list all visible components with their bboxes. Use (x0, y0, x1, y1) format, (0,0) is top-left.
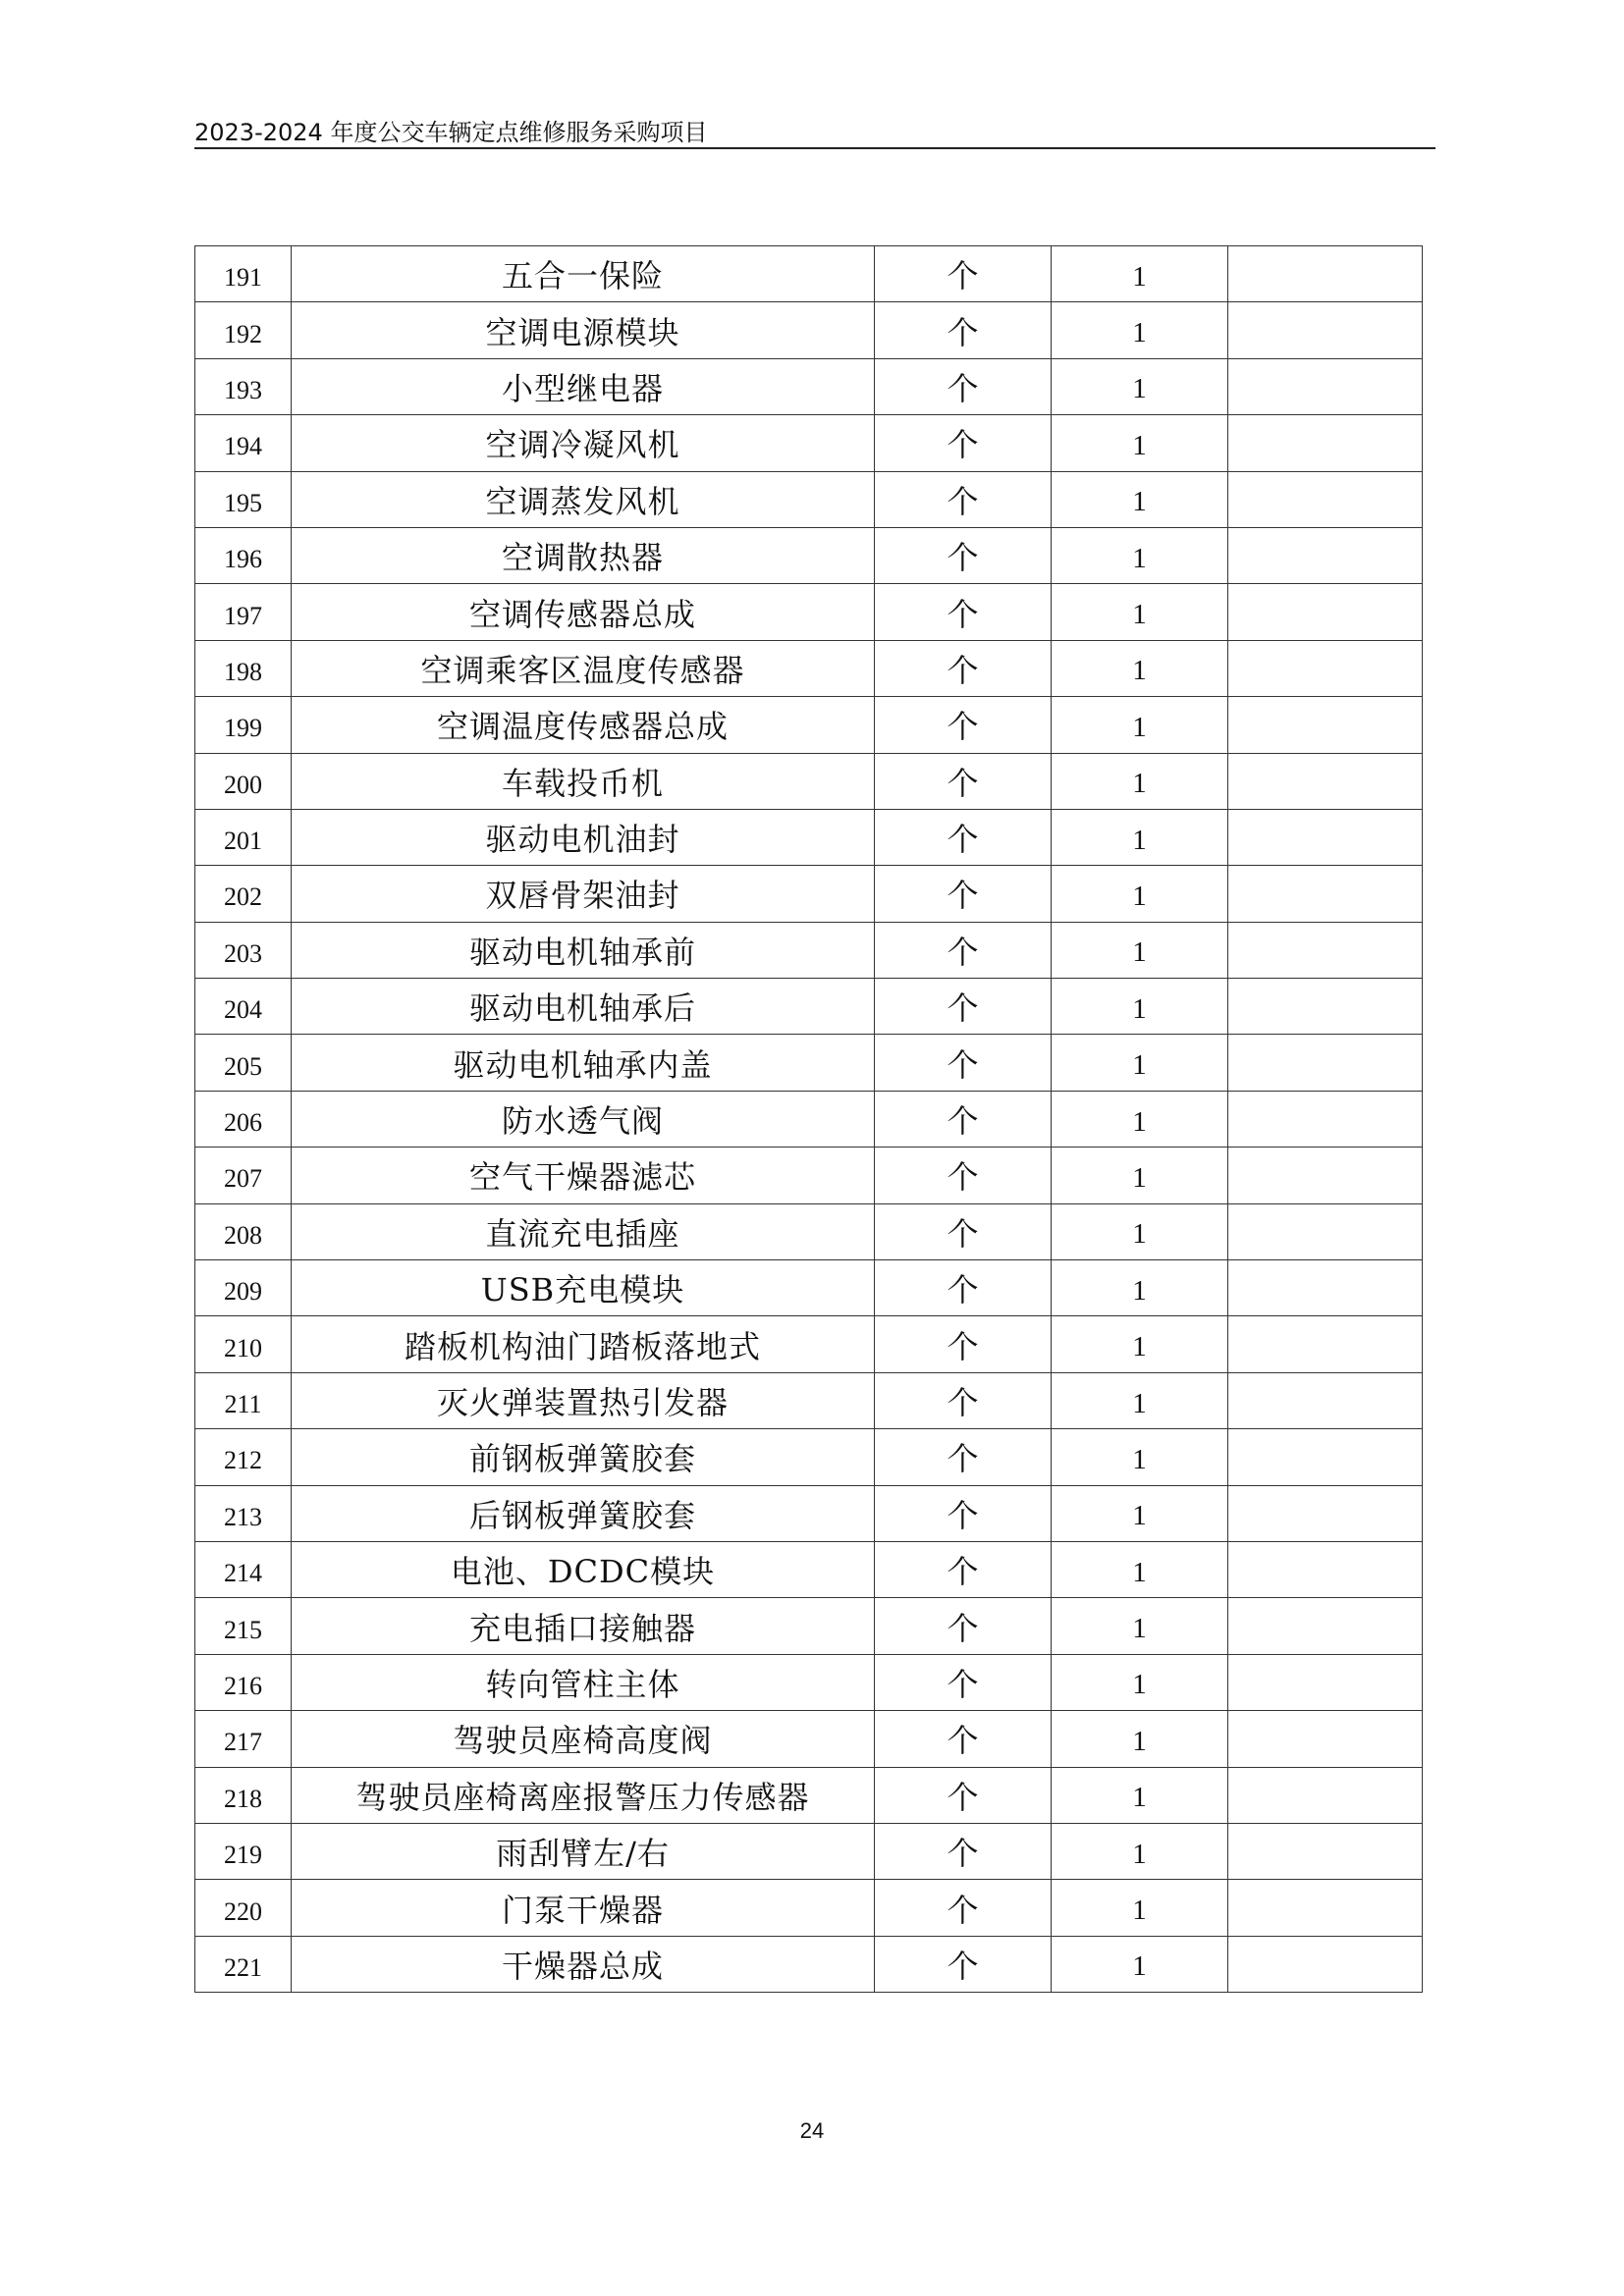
remark-cell (1228, 697, 1423, 753)
row-number-cell: 191 (195, 246, 292, 302)
part-name-cell: USB充电模块 (292, 1260, 875, 1316)
part-name-cell: 雨刮臂左/右 (292, 1823, 875, 1879)
remark-cell (1228, 1372, 1423, 1428)
part-name-cell: 驱动电机轴承内盖 (292, 1035, 875, 1091)
row-number-cell: 216 (195, 1654, 292, 1710)
unit-cell: 个 (875, 979, 1052, 1035)
page-number: 24 (799, 2118, 825, 2143)
remark-cell (1228, 922, 1423, 978)
table-row (195, 1316, 1423, 1372)
table-row (195, 809, 1423, 865)
unit-cell: 个 (875, 1541, 1052, 1597)
row-number-cell: 207 (195, 1148, 292, 1203)
remark-cell (1228, 471, 1423, 527)
quantity-cell: 1 (1052, 1598, 1228, 1654)
quantity-cell: 1 (1052, 1316, 1228, 1372)
row-number-cell: 196 (195, 527, 292, 583)
row-number-cell: 217 (195, 1711, 292, 1767)
row-number-cell: 193 (195, 358, 292, 414)
quantity-cell: 1 (1052, 809, 1228, 865)
unit-cell: 个 (875, 415, 1052, 471)
part-name-cell: 充电插口接触器 (292, 1598, 875, 1654)
table-row (195, 302, 1423, 358)
unit-cell: 个 (875, 1598, 1052, 1654)
unit-cell: 个 (875, 1316, 1052, 1372)
remark-cell (1228, 358, 1423, 414)
row-number-cell: 199 (195, 697, 292, 753)
table-row (195, 471, 1423, 527)
unit-cell: 个 (875, 471, 1052, 527)
unit-cell: 个 (875, 1035, 1052, 1091)
table-row (195, 1654, 1423, 1710)
quantity-cell: 1 (1052, 527, 1228, 583)
quantity-cell: 1 (1052, 922, 1228, 978)
table-row (195, 358, 1423, 414)
row-number-cell: 200 (195, 753, 292, 809)
quantity-cell: 1 (1052, 640, 1228, 696)
part-name-cell: 车载投币机 (292, 753, 875, 809)
table-row (195, 1767, 1423, 1823)
header-title: 2023-2024 年度公交车辆定点维修服务采购项目 (194, 119, 708, 146)
table-row (195, 1091, 1423, 1147)
quantity-cell: 1 (1052, 1035, 1228, 1091)
part-name-cell: 双唇骨架油封 (292, 866, 875, 922)
part-name-cell: 空调传感器总成 (292, 584, 875, 640)
unit-cell: 个 (875, 1091, 1052, 1147)
row-number-cell: 211 (195, 1372, 292, 1428)
row-number-cell: 208 (195, 1203, 292, 1259)
remark-cell (1228, 1260, 1423, 1316)
remark-cell (1228, 979, 1423, 1035)
part-name-cell: 前钢板弹簧胶套 (292, 1429, 875, 1485)
remark-cell (1228, 753, 1423, 809)
table-row (195, 527, 1423, 583)
quantity-cell: 1 (1052, 1372, 1228, 1428)
row-number-cell: 205 (195, 1035, 292, 1091)
row-number-cell: 213 (195, 1485, 292, 1541)
part-name-cell: 门泵干燥器 (292, 1880, 875, 1936)
remark-cell (1228, 1035, 1423, 1091)
part-name-cell: 驱动电机轴承前 (292, 922, 875, 978)
quantity-cell: 1 (1052, 1654, 1228, 1710)
remark-cell (1228, 1711, 1423, 1767)
table-row (195, 1936, 1423, 1992)
quantity-cell: 1 (1052, 1148, 1228, 1203)
remark-cell (1228, 1429, 1423, 1485)
remark-cell (1228, 302, 1423, 358)
remark-cell (1228, 1598, 1423, 1654)
remark-cell (1228, 1936, 1423, 1992)
table-row (195, 415, 1423, 471)
row-number-cell: 218 (195, 1767, 292, 1823)
remark-cell (1228, 1485, 1423, 1541)
parts-table-body (195, 246, 1423, 1993)
remark-cell (1228, 1091, 1423, 1147)
quantity-cell: 1 (1052, 302, 1228, 358)
quantity-cell: 1 (1052, 1541, 1228, 1597)
unit-cell: 个 (875, 866, 1052, 922)
part-name-cell: 驱动电机油封 (292, 809, 875, 865)
unit-cell: 个 (875, 1148, 1052, 1203)
page-header (194, 116, 1435, 149)
remark-cell (1228, 1316, 1423, 1372)
quantity-cell: 1 (1052, 753, 1228, 809)
part-name-cell: 驾驶员座椅离座报警压力传感器 (292, 1767, 875, 1823)
unit-cell: 个 (875, 246, 1052, 302)
table-row (195, 1541, 1423, 1597)
table-row (195, 1598, 1423, 1654)
table-row (195, 1148, 1423, 1203)
unit-cell: 个 (875, 584, 1052, 640)
remark-cell (1228, 1880, 1423, 1936)
row-number-cell: 197 (195, 584, 292, 640)
unit-cell: 个 (875, 1260, 1052, 1316)
quantity-cell: 1 (1052, 1091, 1228, 1147)
table-row (195, 1880, 1423, 1936)
part-name-cell: 灭火弹装置热引发器 (292, 1372, 875, 1428)
unit-cell: 个 (875, 1654, 1052, 1710)
unit-cell: 个 (875, 809, 1052, 865)
row-number-cell: 201 (195, 809, 292, 865)
unit-cell: 个 (875, 922, 1052, 978)
part-name-cell: 空调乘客区温度传感器 (292, 640, 875, 696)
row-number-cell: 202 (195, 866, 292, 922)
table-row (195, 866, 1423, 922)
table-row (195, 1260, 1423, 1316)
table-row (195, 584, 1423, 640)
row-number-cell: 204 (195, 979, 292, 1035)
remark-cell (1228, 1767, 1423, 1823)
row-number-cell: 214 (195, 1541, 292, 1597)
quantity-cell: 1 (1052, 1429, 1228, 1485)
quantity-cell: 1 (1052, 979, 1228, 1035)
table-row (195, 753, 1423, 809)
quantity-cell: 1 (1052, 1711, 1228, 1767)
unit-cell: 个 (875, 1711, 1052, 1767)
quantity-cell: 1 (1052, 358, 1228, 414)
quantity-cell: 1 (1052, 1485, 1228, 1541)
unit-cell: 个 (875, 358, 1052, 414)
remark-cell (1228, 584, 1423, 640)
table-row (195, 1485, 1423, 1541)
table-row (195, 979, 1423, 1035)
table-row (195, 1035, 1423, 1091)
table-row (195, 1429, 1423, 1485)
quantity-cell: 1 (1052, 1203, 1228, 1259)
part-name-cell: 空调冷凝风机 (292, 415, 875, 471)
unit-cell: 个 (875, 302, 1052, 358)
quantity-cell: 1 (1052, 697, 1228, 753)
part-name-cell: 转向管柱主体 (292, 1654, 875, 1710)
row-number-cell: 215 (195, 1598, 292, 1654)
row-number-cell: 198 (195, 640, 292, 696)
unit-cell: 个 (875, 640, 1052, 696)
table-row (195, 697, 1423, 753)
unit-cell: 个 (875, 1203, 1052, 1259)
unit-cell: 个 (875, 1880, 1052, 1936)
quantity-cell: 1 (1052, 246, 1228, 302)
table-row (195, 640, 1423, 696)
remark-cell (1228, 866, 1423, 922)
row-number-cell: 194 (195, 415, 292, 471)
remark-cell (1228, 640, 1423, 696)
unit-cell: 个 (875, 1429, 1052, 1485)
parts-table (194, 245, 1423, 1993)
part-name-cell: 干燥器总成 (292, 1936, 875, 1992)
part-name-cell: 五合一保险 (292, 246, 875, 302)
row-number-cell: 219 (195, 1823, 292, 1879)
part-name-cell: 空调温度传感器总成 (292, 697, 875, 753)
row-number-cell: 195 (195, 471, 292, 527)
part-name-cell: 防水透气阀 (292, 1091, 875, 1147)
remark-cell (1228, 1203, 1423, 1259)
remark-cell (1228, 1654, 1423, 1710)
remark-cell (1228, 809, 1423, 865)
table-row (195, 1203, 1423, 1259)
part-name-cell: 空气干燥器滤芯 (292, 1148, 875, 1203)
remark-cell (1228, 1541, 1423, 1597)
unit-cell: 个 (875, 697, 1052, 753)
quantity-cell: 1 (1052, 415, 1228, 471)
unit-cell: 个 (875, 1823, 1052, 1879)
table-row (195, 1823, 1423, 1879)
remark-cell (1228, 527, 1423, 583)
part-name-cell: 后钢板弹簧胶套 (292, 1485, 875, 1541)
part-name-cell: 直流充电插座 (292, 1203, 875, 1259)
row-number-cell: 210 (195, 1316, 292, 1372)
part-name-cell: 空调散热器 (292, 527, 875, 583)
quantity-cell: 1 (1052, 1880, 1228, 1936)
table-row (195, 246, 1423, 302)
quantity-cell: 1 (1052, 1260, 1228, 1316)
row-number-cell: 220 (195, 1880, 292, 1936)
remark-cell (1228, 1148, 1423, 1203)
quantity-cell: 1 (1052, 584, 1228, 640)
table-row (195, 1372, 1423, 1428)
quantity-cell: 1 (1052, 1936, 1228, 1992)
row-number-cell: 221 (195, 1936, 292, 1992)
part-name-cell: 电池、DCDC模块 (292, 1541, 875, 1597)
row-number-cell: 203 (195, 922, 292, 978)
unit-cell: 个 (875, 753, 1052, 809)
part-name-cell: 小型继电器 (292, 358, 875, 414)
quantity-cell: 1 (1052, 1767, 1228, 1823)
remark-cell (1228, 246, 1423, 302)
unit-cell: 个 (875, 1372, 1052, 1428)
part-name-cell: 踏板机构油门踏板落地式 (292, 1316, 875, 1372)
unit-cell: 个 (875, 527, 1052, 583)
part-name-cell: 驱动电机轴承后 (292, 979, 875, 1035)
row-number-cell: 209 (195, 1260, 292, 1316)
remark-cell (1228, 1823, 1423, 1879)
unit-cell: 个 (875, 1936, 1052, 1992)
part-name-cell: 驾驶员座椅高度阀 (292, 1711, 875, 1767)
quantity-cell: 1 (1052, 1823, 1228, 1879)
part-name-cell: 空调蒸发风机 (292, 471, 875, 527)
table-row (195, 922, 1423, 978)
unit-cell: 个 (875, 1767, 1052, 1823)
quantity-cell: 1 (1052, 471, 1228, 527)
row-number-cell: 212 (195, 1429, 292, 1485)
row-number-cell: 192 (195, 302, 292, 358)
part-name-cell: 空调电源模块 (292, 302, 875, 358)
remark-cell (1228, 415, 1423, 471)
quantity-cell: 1 (1052, 866, 1228, 922)
unit-cell: 个 (875, 1485, 1052, 1541)
table-row (195, 1711, 1423, 1767)
row-number-cell: 206 (195, 1091, 292, 1147)
